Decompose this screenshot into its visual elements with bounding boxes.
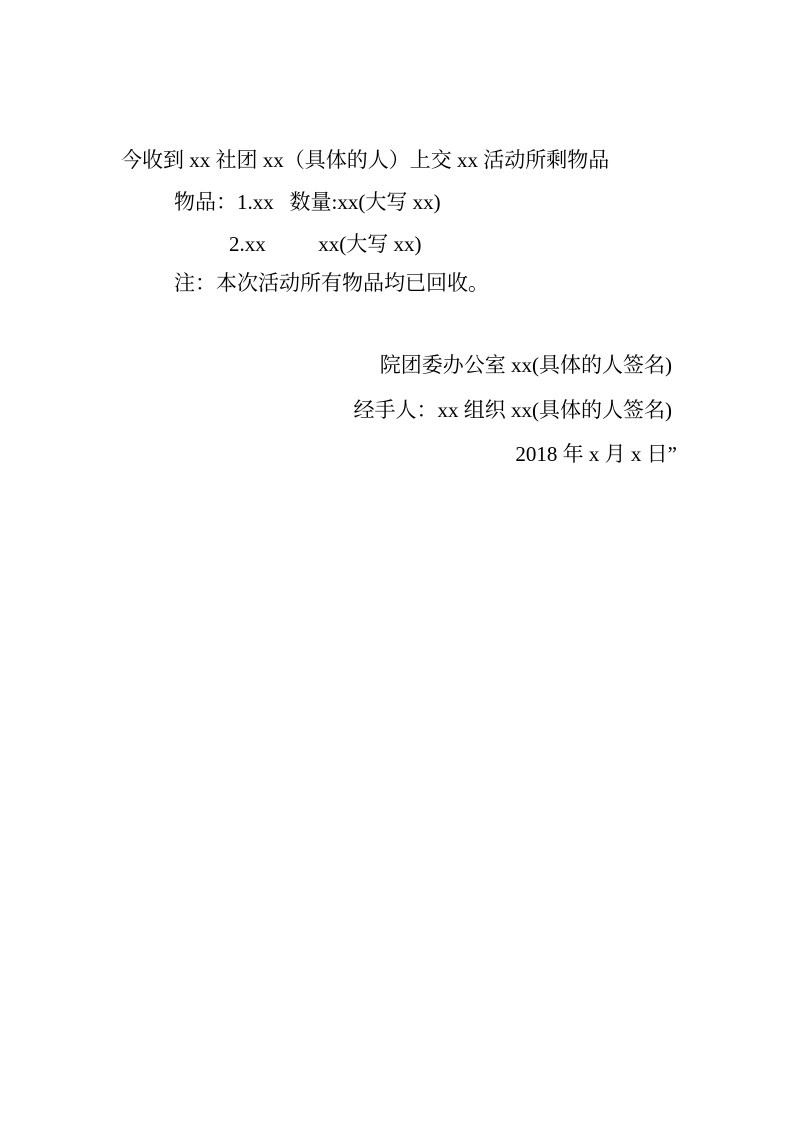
signature-handler-line: 经手人：xx 组织 xx(具体的人签名) (353, 398, 672, 422)
signature-date-line: 2018 年 x 月 x 日” (515, 442, 677, 466)
note-line: 注：本次活动所有物品均已回收。 (174, 271, 489, 295)
signature-office-line: 院团委办公室 xx(具体的人签名) (379, 353, 672, 377)
item-line-2: 2.xx xx(大写 xx) (229, 232, 422, 256)
item-line-1: 物品：1.xx 数量:xx(大写 xx) (174, 190, 441, 214)
receipt-intro-line: 今收到 xx 社团 xx（具体的人）上交 xx 活动所剩物品 (121, 148, 610, 172)
